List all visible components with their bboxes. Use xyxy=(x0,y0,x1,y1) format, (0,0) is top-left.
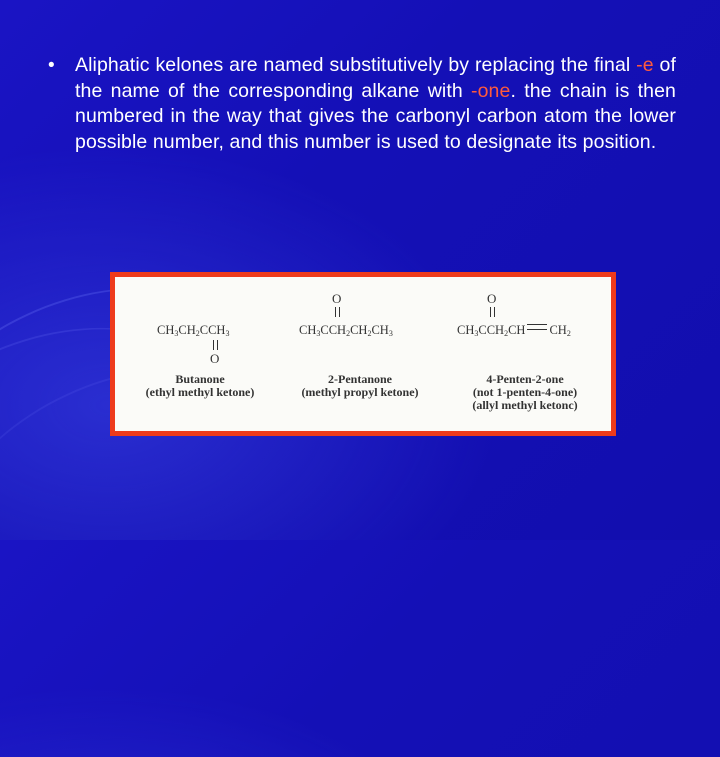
text-segment: Aliphatic kelones are named substitutively by replacing the final xyxy=(75,54,637,76)
structural-formula: $CH_3CH_2CCH_3$ xyxy=(157,323,230,338)
bullet-point xyxy=(48,53,676,155)
common-name: (allyl methyl ketonc) xyxy=(472,398,578,412)
carbonyl-oxygen: O xyxy=(210,351,220,366)
suffix-e: -e xyxy=(636,54,654,76)
common-name: (ethyl methyl ketone) xyxy=(145,385,255,399)
compound-names xyxy=(115,373,285,399)
bullet-icon: • xyxy=(48,55,55,76)
double-bond xyxy=(335,307,340,317)
text-segment: . the chain is then numbered in the way that gives the carbonyl carbon atom the lower possible number, and this number is used to designate its position. xyxy=(75,79,677,153)
structural-formula: $CH_3CCH_2CH$ $CH_2$ xyxy=(457,323,571,338)
naming-note: (not 1-penten-4-one) xyxy=(472,385,578,399)
iupac-name: Butanone xyxy=(175,372,225,386)
common-name: (methyl propyl ketone) xyxy=(301,385,419,399)
carbonyl-oxygen: O xyxy=(332,291,342,306)
iupac-name: 4-Penten-2-one xyxy=(486,372,564,386)
compound-2-pentanone xyxy=(285,277,445,431)
double-bond xyxy=(490,307,495,317)
compound-names xyxy=(445,373,605,412)
compound-butanone xyxy=(115,277,285,431)
bullet-text xyxy=(75,53,676,155)
compound-names xyxy=(285,373,435,399)
ketone-structures-figure xyxy=(110,272,616,436)
compound-4-penten-2-one xyxy=(445,277,615,431)
structural-formula: $CH_3CCH_2CH_2CH_3$ xyxy=(299,323,393,338)
double-bond xyxy=(213,340,218,350)
suffix-one: -one xyxy=(471,79,511,102)
text-segment: of the name of the corresponding alkane with xyxy=(75,54,676,102)
iupac-name: 2-Pentanone xyxy=(328,372,392,386)
carbonyl-oxygen: O xyxy=(487,291,497,306)
